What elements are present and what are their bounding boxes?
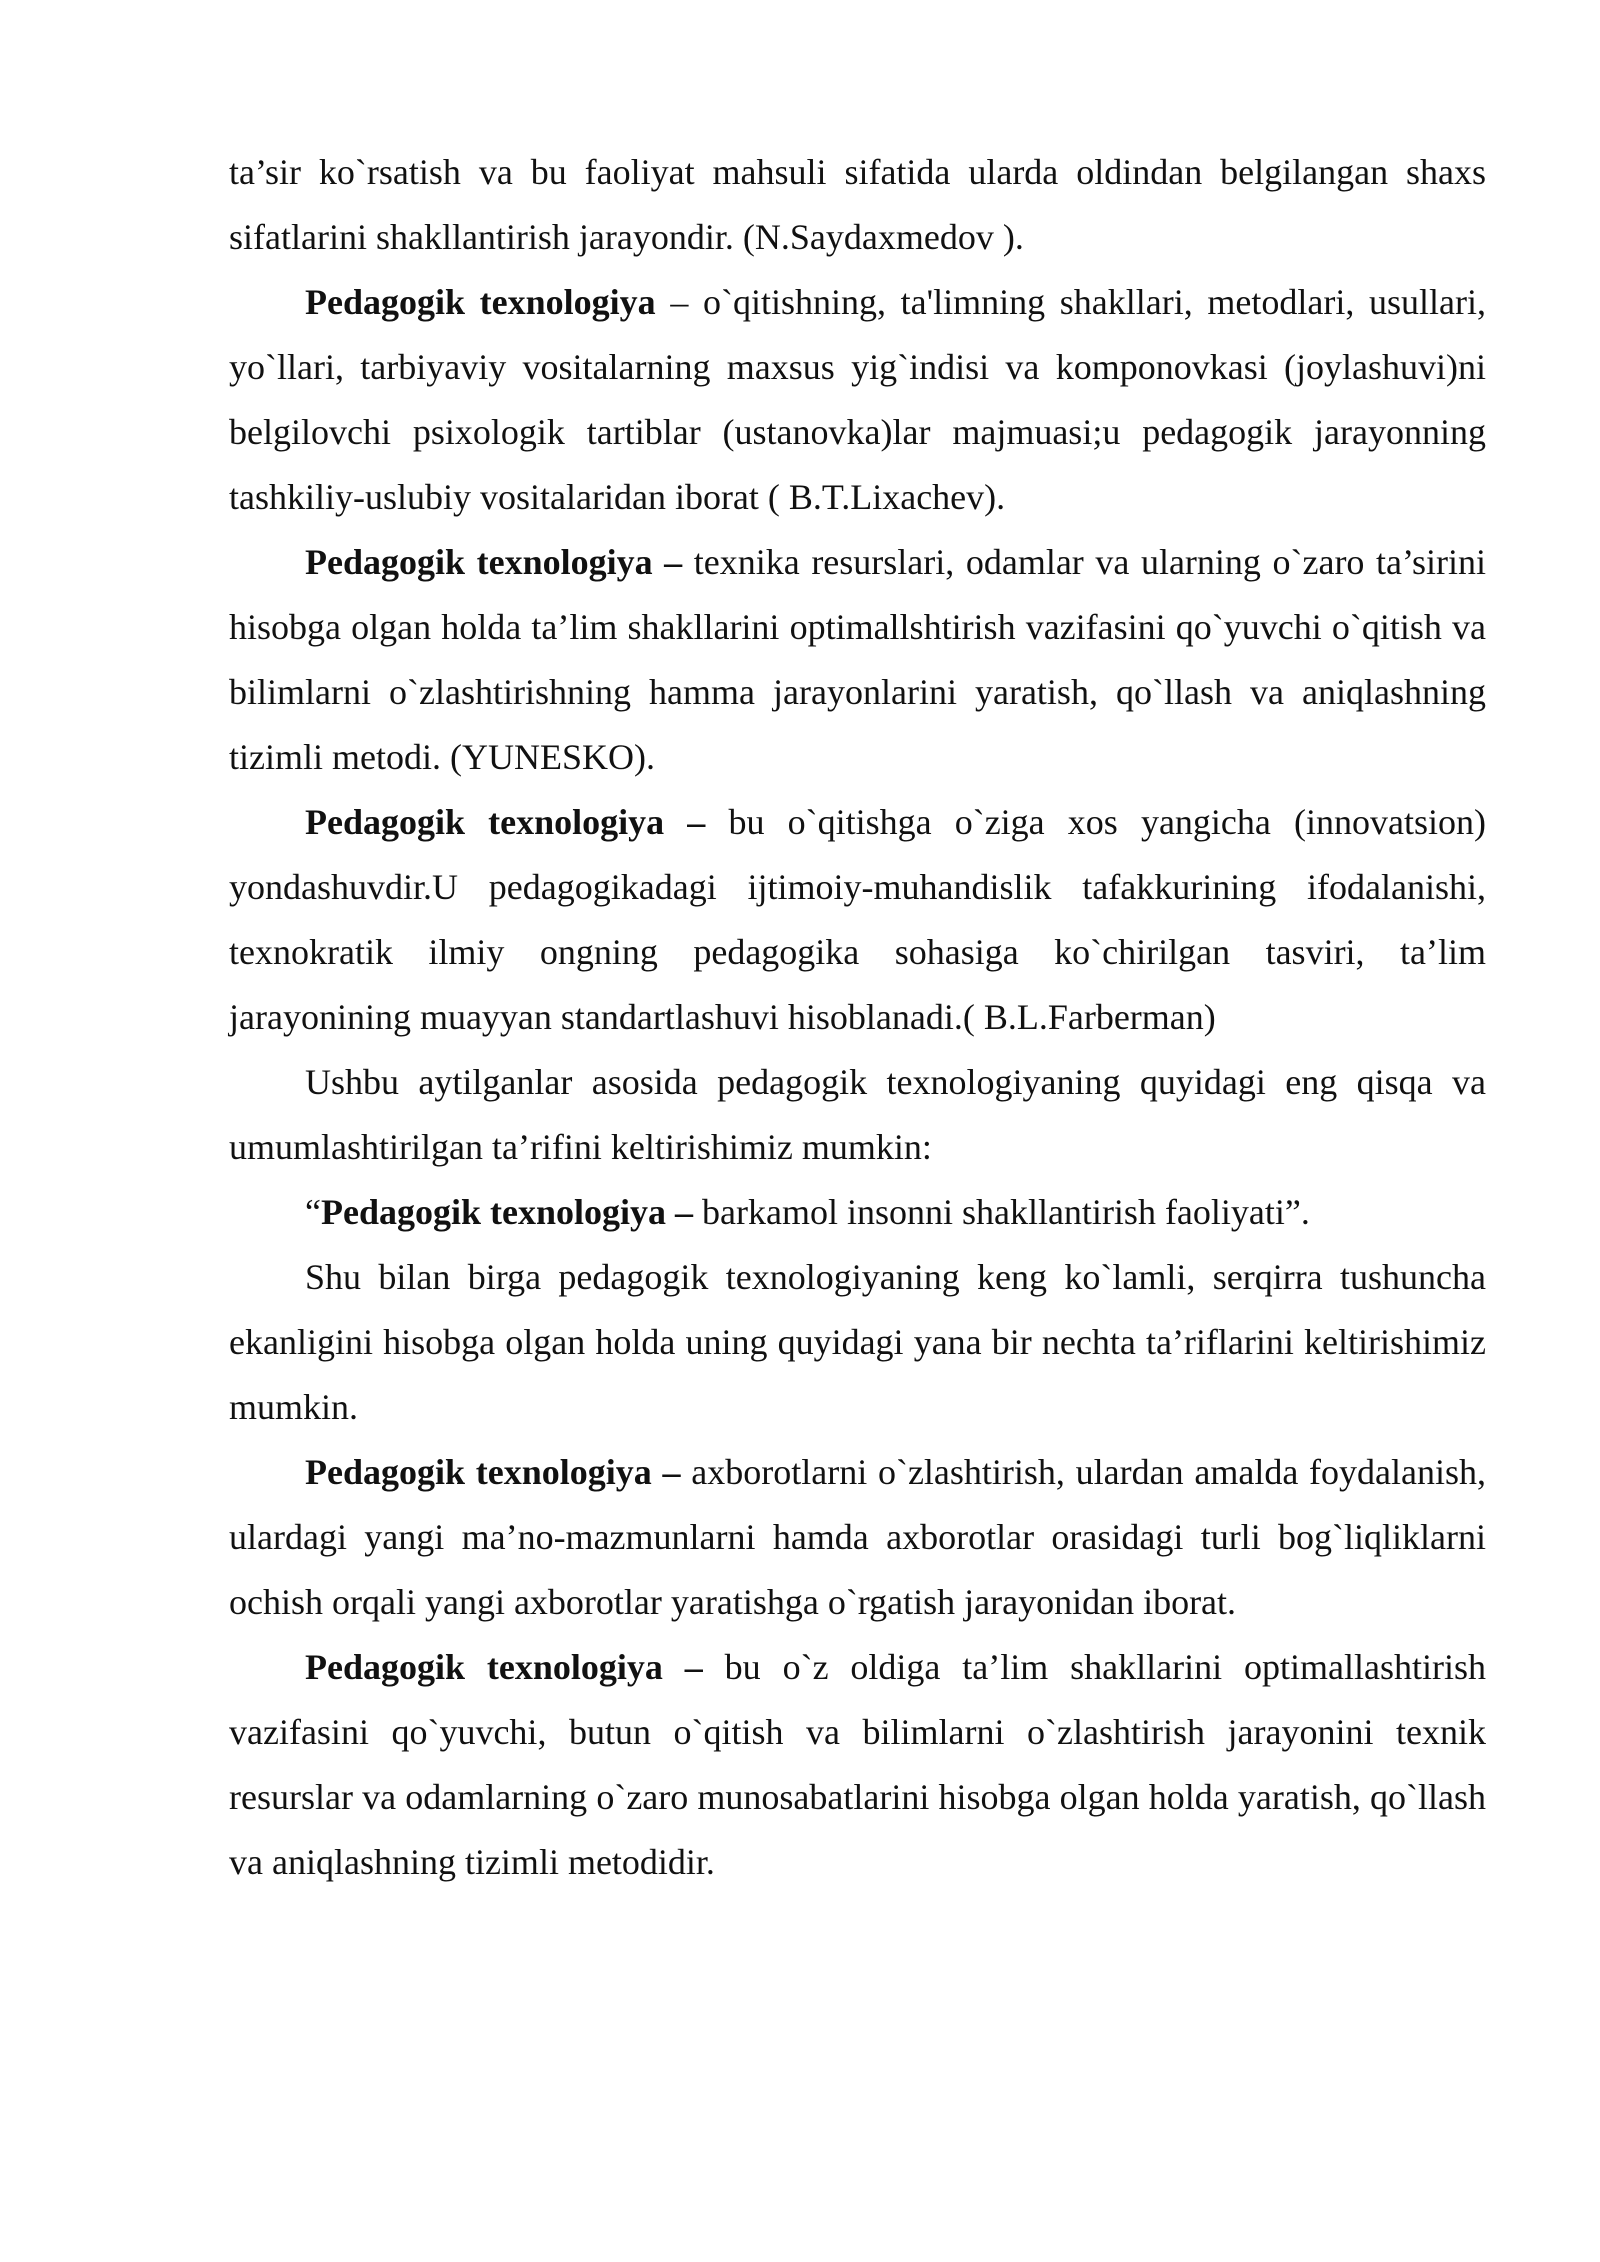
paragraph-text: ta’sir ko`rsatish va bu faoliyat mahsuli sifatida ularda oldindan belgilangan shaxs sifatlarini shakllantirish jarayondir. (N.Saydaxmedov ). — [229, 152, 1486, 257]
paragraph-text: bu o`z oldiga ta’lim shakllarini optimallashtirish vazifasini qo`yuvchi, butun o`qitish va bilimlarni o`zlashtirish jarayonini texnik resurslar va odamlarning o`zaro munosabatlarini hisobga olgan holda yaratish, qo`llash va aniqlashning tizimli metodidir. — [229, 1647, 1486, 1882]
definition-paragraph-lixachev — [229, 270, 1486, 530]
term-heading: Pedagogik texnologiya – — [305, 802, 706, 842]
document-page — [229, 140, 1486, 1895]
additional-definitions-intro-paragraph — [229, 1245, 1486, 1440]
term-heading: Pedagogik texnologiya – — [320, 1192, 693, 1232]
paragraph-text: Shu bilan birga pedagogik texnologiyaning keng ko`lamli, serqirra tushuncha ekanligini hisobga olgan holda uning quyidagi yana bir nechta ta’riflarini keltirishimiz mumkin. — [229, 1257, 1486, 1427]
paragraph-text: bu o`qitishga o`ziga xos yangicha (innovatsion) yondashuvdir.U pedagogikadagi ijtimoiy-muhandislik tafakkurining ifodalanishi, texnokratik ilmiy ongning pedagogika sohasiga ko`chirilgan tasviri, ta’lim jarayonining muayyan standartlashuvi hisoblanadi.( B.L.Farberman) — [229, 802, 1486, 1037]
paragraph-text: barkamol insonni shakllantirish faoliyati”. — [693, 1192, 1310, 1232]
definition-paragraph-yunesko — [229, 530, 1486, 790]
term-heading: Pedagogik texnologiya – — [305, 542, 683, 582]
paragraph-continuation — [229, 140, 1486, 270]
definition-paragraph-systematic-method — [229, 1635, 1486, 1895]
term-heading: Pedagogik texnologiya – — [305, 1452, 681, 1492]
paragraph-text: texnika resurslari, odamlar va ularning o`zaro ta’sirini hisobga olgan holda ta’lim shakllarini optimallshtirish vazifasini qo`yuvchi o`qitish va bilimlarni o`zlashtirishning hamma jarayonlarini yaratish, qo`llash va aniqlashning tizimli metodi. (YUNESKO). — [229, 542, 1486, 777]
term-heading: Pedagogik texnologiya — [305, 282, 656, 322]
paragraph-text: Ushbu aytilganlar asosida pedagogik texnologiyaning quyidagi eng qisqa va umumlashtirilgan ta’rifini keltirishimiz mumkin: — [229, 1062, 1486, 1167]
definition-paragraph-information — [229, 1440, 1486, 1635]
paragraph-text: axborotlarni o`zlashtirish, ulardan amalda foydalanish, ulardagi yangi ma’no-mazmunlarni hamda axborotlar orasidagi turli bog`liqliklarni ochish orqali yangi axborotlar yaratishga o`rgatish jarayonidan iborat. — [229, 1452, 1487, 1622]
term-heading: Pedagogik texnologiya – — [305, 1647, 703, 1687]
short-definition-paragraph — [229, 1180, 1486, 1245]
paragraph-text: – o`qitishning, ta'limning shakllari, metodlari, usullari, yo`llari, tarbiyaviy vositalarning maxsus yig`indisi va komponovkasi (joylashuvi)ni belgilovchi psixologik tartiblar (ustanovka)lar majmuasi;u pedagogik jarayonning tashkiliy-uslubiy vositalaridan iborat ( B.T.Lixachev). — [229, 282, 1486, 517]
opening-quote: “ — [305, 1192, 321, 1232]
definition-paragraph-farberman — [229, 790, 1486, 1050]
summary-intro-paragraph — [229, 1050, 1486, 1180]
